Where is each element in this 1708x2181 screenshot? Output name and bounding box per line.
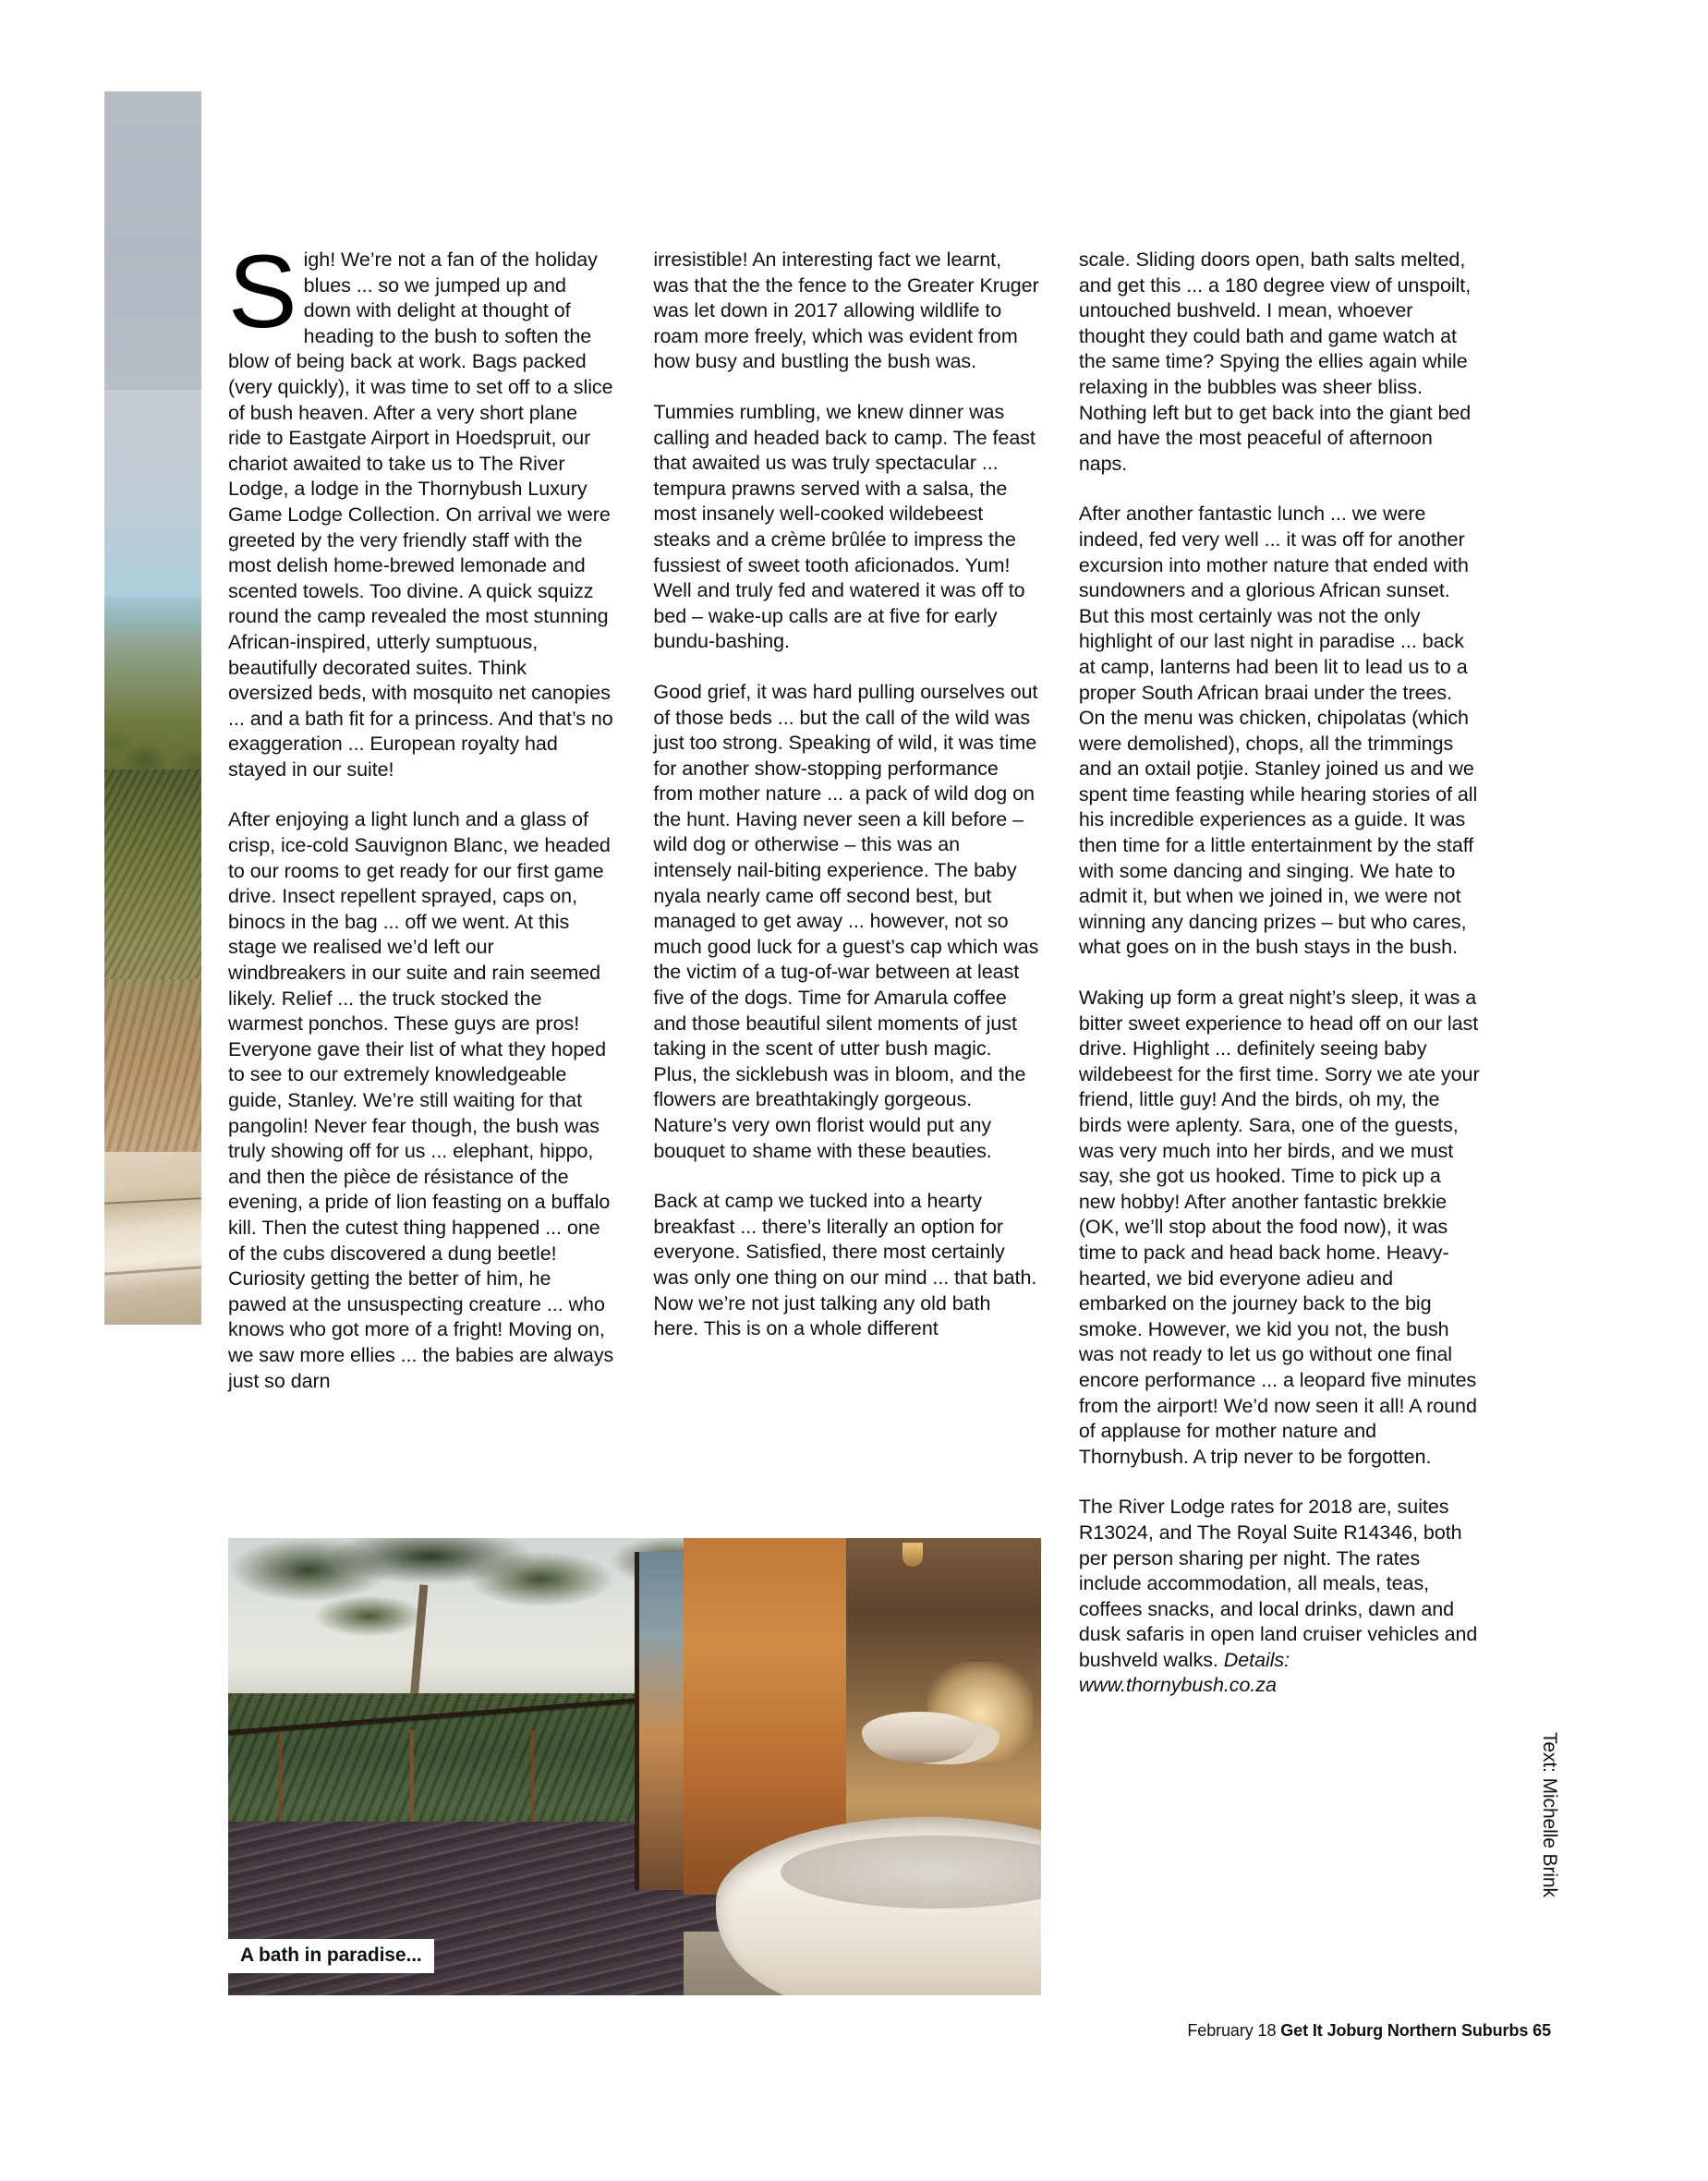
text-credit: Text: Michelle Brink <box>1539 1732 1560 1897</box>
page-footer <box>1187 2021 1551 2041</box>
left-photo-strip <box>104 91 201 1325</box>
strip-road-region <box>104 1152 201 1325</box>
bath-photo-caption: A bath in paradise... <box>228 1939 434 1973</box>
article-paragraph: After enjoying a light lunch and a glass of crisp, ice-cold Sauvignon Blanc, we headed to our rooms to get ready for our first game drive. Insect repellent sprayed, caps on, binocs in the bag ... off we went. At this stage we realised we’d left our windbreakers in our suite and rain seemed likely. Relief ... the truck stocked the warmest ponchos. These guys are pros! Everyone gave their list of what they hoped to see to our extremely knowledgeable guide, Stanley. We’re still waiting for that pangolin! Never fear though, the bush was truly showing off for us ... elephant, hippo, and then the pièce de résistance of the evening, a pride of lion feasting on a buffalo kill. Then the cutest thing happened ... one of the cubs discovered a dung beetle! Curiosity getting the better of him, he pawed at the unsuspecting creature ... who knows who got more of a fright! Moving on, we saw more ellies ... the babies are always just so darn <box>228 808 614 1392</box>
rates-paragraph <box>1079 1495 1480 1699</box>
article-column-1 <box>228 234 614 1513</box>
details-link[interactable]: Details: www.thornybush.co.za <box>1078 1648 1290 1697</box>
article-column-2 <box>653 248 1038 1513</box>
strip-sky-region <box>104 91 201 634</box>
article-paragraph: Waking up form a great night’s sleep, it was a bitter sweet experience to head off on our last drive. Highlight ... definitely seeing baby wildebeest for the first time. Sorry we ate your friend, little guy! And the birds, oh my, the birds were aplenty. Sara, one of the guests, was very much into her birds, and we must say, she got us hooked. Time to pick up a new hobby! After another fantastic brekkie (OK, we’ll stop about the food now), it was time to pack and head back home. Heavy-hearted, we bid everyone adieu and embarked on the journey back to the big smoke. However, we kid you not, the bush was not ready to let us go without one final encore performance ... a leopard five minutes from the airport! We’d now seen it all! A round of applause for mother nature and Thornybush. A trip never to be forgotten. <box>1078 987 1480 1468</box>
footer-issue-date: February 18 <box>1187 2021 1281 2040</box>
article-columns <box>228 234 1480 1699</box>
photo-pendant-light <box>902 1543 923 1567</box>
article-paragraph: scale. Sliding doors open, bath salts melted, and get this ... a 180 degree view of unspoilt, untouched bushveld. I mean, whoever thought they could bath and game watch at the same time? Spying the ellies again while relaxing in the bubbles was sheer bliss. Nothing left but to get back into the giant bed and have the most peaceful of afternoon naps. <box>1078 248 1472 475</box>
article-paragraph: Good grief, it was hard pulling ourselves out of those beds ... but the call of the wild was just too strong. Speaking of wild, it was time for another show-stopping performance from mother nature ... a pack of wild dog on the hunt. Having never seen a kill before – wild dog or otherwise – this was an intensely nail-biting experience. The baby nyala nearly came off second best, but managed to get away ... however, not so much good luck for a guest’s cap which was the victim of a tug-of-war between at least five of the dogs. Time for Amarula coffee and those beautiful silent moments of just taking in the scent of utter bush magic. Plus, the sicklebush was in bloom, and the flowers are breathtakingly gorgeous. Nature’s very own florist would put any bouquet to shame with these beauties. <box>653 680 1039 1162</box>
article-paragraph: irresistible! An interesting fact we learnt, was that the the fence to the Greater Kruger was let down in 2017 allowing wildlife to roam more freely, which was evident from how busy and bustling the bush was. <box>653 248 1039 373</box>
photo-wash-basins <box>862 1712 975 1762</box>
article-paragraph: After another fantastic lunch ... we were indeed, fed very well ... it was off for another excursion into mother nature that ended with sundowners and a glorious African sunset. But this most certainly was not the only highlight of our last night in paradise ... back at camp, lanterns had been lit to lead us to a proper South African braai under the trees. On the menu was chicken, chipolatas (which were demolished), chops, all the trimmings and an oxtail potjie. Stanley joined us and we spent time feasting while hearing stories of all his incredible experiences as a guide. It was then time for a little entertainment by the staff with some dancing and singing. We hate to admit it, but when we joined in, we were not winning any dancing prizes – but who cares, what goes on in the bush stays in the bush. <box>1078 503 1478 959</box>
footer-publication-and-page: Get It Joburg Northern Suburbs 65 <box>1280 2021 1551 2040</box>
rates-text: The River Lodge rates for 2018 are, suites R13024, and The Royal Suite R14346, both per person sharing per night. The rates include accommodation, all meals, teas, coffees snacks, and local drinks, dawn and dusk safaris in open land cruiser vehicles and bushveld walks. <box>1078 1496 1478 1671</box>
article-column-3 <box>1079 248 1480 1699</box>
article-paragraph: Sigh! We’re not a fan of the holiday blues ... so we jumped up and down with delight at thought of heading to the bush to soften the blow of being back at work. Bags packed (very quickly), it was time to set off to a slice of bush heaven. After a very short plane ride to Eastgate Airport in Hoedspruit, our chariot awaited to take us to The River Lodge, a lodge in the Thornybush Luxury Game Lodge Collection. On arrival we were greeted by the very friendly staff with the most delish home-brewed lemonade and scented towels. Too divine. A quick squizz round the camp revealed the most stunning African-inspired, utterly sumptuous, beautifully decorated suites. Think oversized beds, with mosquito net canopies ... and a bath fit for a princess. And that’s no exaggeration ... European royalty had stayed in our suite! <box>228 234 613 781</box>
bath-photo <box>228 1538 1041 1995</box>
article-paragraph: Back at camp we tucked into a hearty breakfast ... there’s literally an option for everyone. Satisfied, there most certainly was only one thing on our mind ... that bath. Now we’re not just talking any old bath here. This is on a whole different <box>653 1190 1037 1340</box>
article-paragraph: Tummies rumbling, we knew dinner was calling and headed back to camp. The feast that awaited us was truly spectacular ... tempura prawns served with a salsa, the most insanely well-cooked wildebeest steaks and a crème brûlée to impress the fussiest of sweet tooth aficionados. Yum! Well and truly fed and watered it was off to bed – wake-up calls are at five for early bundu-bashing. <box>653 400 1036 653</box>
